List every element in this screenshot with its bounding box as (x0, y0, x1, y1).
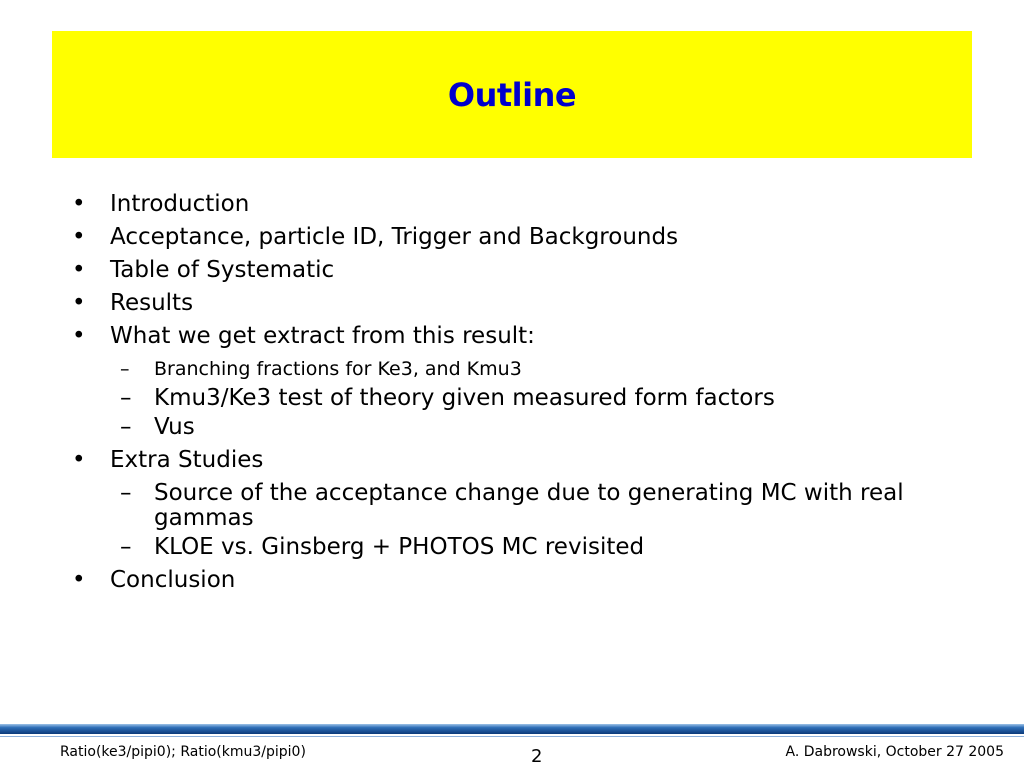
bullet-text: Introduction (110, 191, 250, 217)
footer-left-text: Ratio(ke3/pipi0); Ratio(kmu3/pipi0) (60, 744, 306, 760)
bullet-item-conclusion (70, 564, 970, 597)
sub-text: Branching fractions for Ke3, and Kmu3 (154, 358, 522, 380)
outline-list (70, 188, 970, 597)
title-banner (52, 31, 972, 158)
sub-item-vus (120, 415, 970, 440)
sub-item-kloe (120, 535, 970, 560)
bullet-text: Acceptance, particle ID, Trigger and Backgrounds (110, 224, 679, 250)
bullet-item-results (70, 287, 970, 320)
bullet-marker: • (72, 447, 86, 473)
sub-text: Kmu3/Ke3 test of theory given measured form factors (154, 385, 775, 411)
bullet-marker: • (72, 290, 86, 316)
bullet-text: Results (110, 290, 194, 316)
bullet-marker: • (72, 224, 86, 250)
sub-item-acceptance-change (120, 481, 970, 531)
bullet-item-introduction (70, 188, 970, 221)
sub-marker: – (120, 480, 132, 506)
footer-divider-thin (0, 736, 1024, 737)
bullet-text: Table of Systematic (110, 257, 335, 283)
bullet-item-extract (70, 320, 970, 353)
bullet-marker: • (72, 257, 86, 283)
sub-text: Vus (154, 414, 195, 440)
bullet-text: Conclusion (110, 567, 236, 593)
bullet-marker: • (72, 191, 86, 217)
sub-text: KLOE vs. Ginsberg + PHOTOS MC revisited (154, 534, 645, 560)
bullet-marker: • (72, 567, 86, 593)
sub-text: Source of the acceptance change due to generating MC with real gammas (154, 480, 904, 531)
footer-divider (0, 724, 1024, 734)
sub-marker: – (120, 385, 132, 411)
sub-marker: – (120, 358, 130, 380)
bullet-marker: • (72, 323, 86, 349)
bullet-text: Extra Studies (110, 447, 264, 473)
sub-marker: – (120, 534, 132, 560)
slide-title: Outline (447, 75, 577, 114)
sub-item-kmu3-ke3 (120, 386, 970, 411)
bullet-item-extra-studies (70, 444, 970, 477)
sub-item-branching (120, 357, 970, 382)
sub-marker: – (120, 414, 132, 440)
bullet-item-systematic (70, 254, 970, 287)
bullet-text: What we get extract from this result: (110, 323, 535, 349)
page-number: 2 (531, 746, 543, 767)
bullet-item-acceptance (70, 221, 970, 254)
footer-right-text: A. Dabrowski, October 27 2005 (785, 744, 1004, 760)
